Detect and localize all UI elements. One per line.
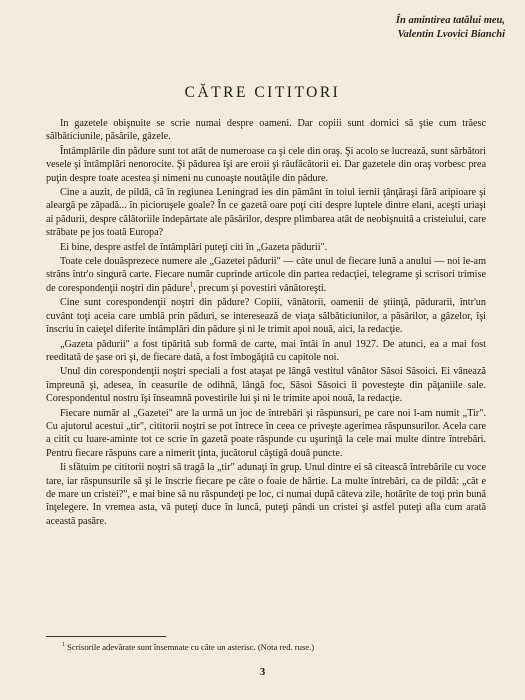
footnote [62,640,482,653]
chapter-title: CĂTRE CITITORI [184,84,341,101]
paragraph: Unul din corespondenţii noştri speciali a fost ataşat pe lângă vestitul vânător Săsoi Săsoici. Ei vânează împreună şi, adesea, în ceasurile de odihnă, lângă foc, Săsoi Săsoici îi povesteşte din păţaniile sale. Corespondentul nostru îşi înseamnă povestirile lui şi ni le trimite apoi nouă, la redacţie. [46,366,486,405]
page-number: 3 [259,666,266,678]
paragraph: In gazetele obişnuite se scrie numai despre oameni. Dar copiii sunt dornici să ştie cum trăesc sălbăticiunile, păsările, gâzele. [46,118,486,143]
paragraph-text: Toate cele douăsprezece numere ale „Gazetei pădurii" — câte unul de fiecare lună a anului — noi le-am strâns într'o singură carte. Fiecare număr cuprinde articole din partea redacţiei, telegrame şi scrisori trimise de corespondenţii noştri din pădure [46,256,486,294]
paragraph: „Gazeta pădurii" a fost tipărită sub formă de carte, mai întâi în anul 1927. De atunci, ea a mai fost reeditată de şase ori şi, de fiecare dată, a fost îmbogăţită cu capitole noi. [46,338,486,363]
paragraph: Cine a auzit, de pildă, că în regiunea Leningrad ies din pământ în toiul iernii ţânţăraşi fără aripioare şi aleargă pe zăpadă... în picioruşele goale? În ce gazetă oare poţi citi despre luptele dintre elani, aceşti uriaşi ai pădurii, despre călătoriile îndepărtate ale păsărilor, despre plimbarea atât de neobişnuită a cristeiului, care străbate pe jos toată Europa? [46,187,487,239]
paragraph: Cine sunt corespondenţii noştri din pădure? Copiii, vânătorii, oamenii de ştiinţă, pădurarii, într'un cuvânt toţi aceia care umblă prin păduri, se interesează de viaţa sălbăticiunilor, a păsărilor, a gâzelor, îşi înscriu în caieţel diferite întâmplări din pădure şi ni le trimit apoi nouă, aici, la redacţie. [46,297,486,336]
paragraph [46,255,486,295]
dedication [245,14,505,42]
footnote-text: Scrisorile adevărate sunt însemnate cu câte un asterisc. (Nota red. ruse.) [67,641,315,652]
footnote-divider [46,636,166,637]
paragraph: Ii sfătuim pe cititorii noştri să tragă la „tir" adunaţi în grup. Unul dintre ei să citească întrebările cu voce tare, iar răspunsurile să şi le înscrie fiecare pe câte o foaie de hârtie. La multe întrebări, ca de pildă: „cât e de mare un cristei?", e mai bine să nu răspundeţi pe loc, ci numai după câteva zile, hotărîte de toţi prin bună înţelegere. In vremea asta, vă puteţi duce în luncă, puteţi pândi un cristei şi astfel puteţi afla cum arată această pasăre. [46,462,486,527]
dedication-line-2: Valentin Lvovici Bianchi [397,29,505,40]
paragraph: Întâmplările din pădure sunt tot atât de numeroase ca şi cele din oraş. Şi acolo se lucrează, sunt sărbători vesele şi întâmplări nenorocite. Şi pădurea îşi are eroii şi răufăcătorii ei. Dar gazetele din oraş vorbesc prea puţin despre toate acestea şi nimeni nu cunoaşte noutăţile din pădure. [46,145,486,184]
body-text [46,117,486,529]
paragraph: Fiecare număr al „Gazetei" are la urmă un joc de întrebări şi răspunsuri, pe care noi l-am numit „Tir". Cu ajutorul acestui „tir", cititorii noştri se pot întrece în ceea ce priveşte agerimea răspunsurilor. Acela care a citit cu luare-aminte tot ce scrie în gazetă poate răspunde cu uşurinţă la cele mai multe dintre întrebări. Pentru fiecare răspuns care a nimerit ţinta, jucătorul câştigă două puncte. [46,407,486,459]
paragraph-text-tail: , precum şi povestiri vânătoreşti. [193,282,327,294]
footnote-marker: 1 [62,642,65,648]
footnote-reference: 1 [189,280,194,289]
dedication-line-1: În amintirea tatălui meu, [395,15,505,26]
paragraph: Ei bine, despre astfel de întâmplări puteţi citi în „Gazeta pădurii". [60,241,328,253]
